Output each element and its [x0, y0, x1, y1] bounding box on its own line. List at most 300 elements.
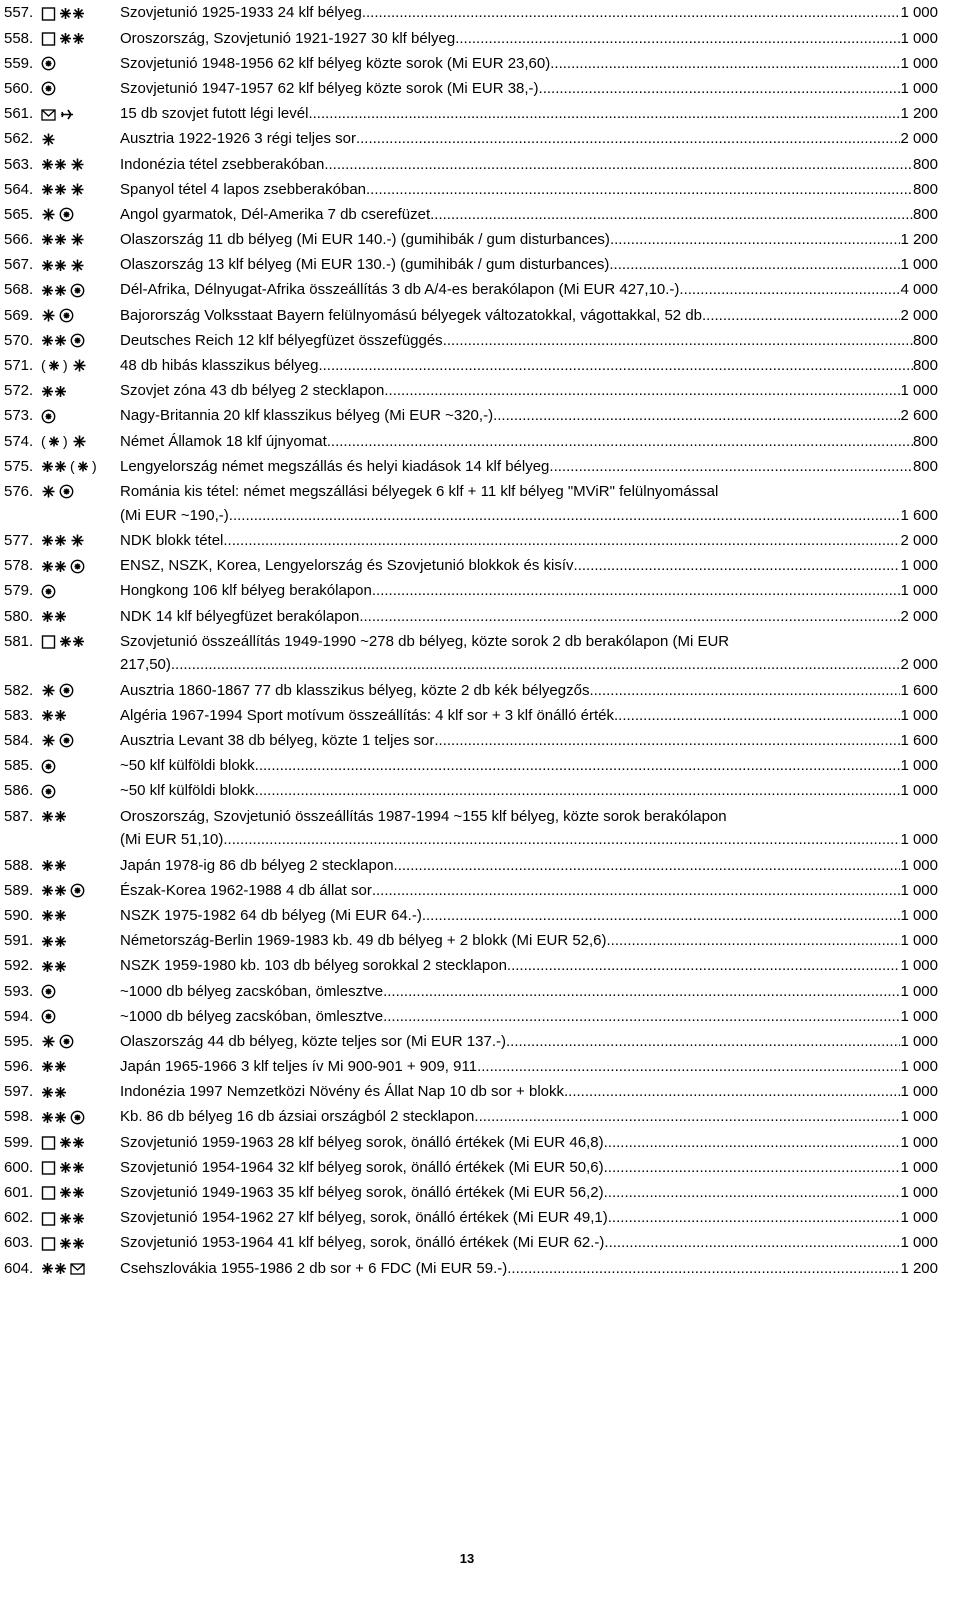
double-star-icon: [59, 1135, 85, 1150]
lot-description: [120, 1181, 938, 1205]
lot-price: 1 000: [900, 957, 938, 975]
lot-text: ~50 klf külföldi blokk: [120, 757, 255, 775]
lot-description: [120, 605, 938, 629]
lot-text: Németország-Berlin 1969-1983 kb. 49 db bélyeg + 2 blokk (Mi EUR 52,6): [120, 932, 607, 950]
lot-symbols: [41, 203, 74, 227]
lot-price: 800: [912, 205, 938, 223]
lot-description: [120, 929, 938, 953]
lot-text: Szovjetunió 1959-1963 28 klf bélyeg sorok, önálló értékek (Mi EUR 46,8): [120, 1133, 604, 1151]
square-icon: [41, 1236, 56, 1251]
circle-dot-icon: [41, 1009, 56, 1024]
lot-symbols: [41, 480, 74, 504]
double-star-icon: [41, 934, 67, 949]
dot-leader: [550, 52, 900, 76]
lot-row: [4, 928, 938, 953]
lot-description: [120, 178, 938, 202]
lot-text: NDK 14 klf bélyegfüzet berakólapon: [120, 607, 360, 625]
dot-leader: [539, 77, 901, 101]
envelope-icon: [41, 107, 56, 122]
double-star-icon: [41, 609, 67, 624]
circle-dot-icon: [70, 1110, 85, 1125]
lot-price: 1 000: [900, 1007, 938, 1025]
star-icon: [41, 132, 56, 147]
lot-description: [120, 1156, 938, 1180]
lot-symbols: [41, 879, 85, 903]
lot-description: [120, 1055, 938, 1079]
circle-dot-icon: [41, 984, 56, 999]
lot-text: Észak-Korea 1962-1988 4 db állat sor: [120, 881, 372, 899]
lot-description: [120, 704, 938, 728]
lot-description: [120, 879, 938, 903]
lot-number: 565.: [4, 205, 34, 223]
lot-text: Oroszország, Szovjetunió összeállítás 1987-1994 ~155 klf bélyeg, közte sorok berakólapon: [120, 807, 727, 825]
lot-price: 2 000: [900, 306, 938, 324]
lot-text: Olaszország 11 db bélyeg (Mi EUR 140.-) (gumihibák / gum disturbances): [120, 231, 610, 249]
svg-text:): ): [63, 358, 68, 374]
lot-number: 577.: [4, 531, 34, 549]
dot-leader: [474, 1105, 900, 1129]
lot-symbols: [41, 854, 67, 878]
lot-description: [120, 579, 938, 603]
lot-symbols: [41, 278, 85, 302]
lot-symbols: [41, 704, 67, 728]
lot-price: 1 000: [900, 1108, 938, 1126]
lot-symbols: [41, 605, 67, 629]
lot-description: [120, 228, 938, 252]
lot-number: 594.: [4, 1007, 34, 1025]
lot-description: [120, 1005, 938, 1029]
lot-text: Olaszország 13 klf bélyeg (Mi EUR 130.-) (gumihibák / gum disturbances): [120, 256, 610, 274]
lot-row: [4, 603, 938, 628]
dot-leader: [255, 754, 901, 778]
square-icon: [41, 1211, 56, 1226]
lot-price: 1 200: [900, 1259, 938, 1277]
envelope-icon: [70, 1261, 85, 1276]
lot-text: Ausztria 1922-1926 3 régi teljes sor: [120, 130, 356, 148]
circle-dot-icon: [59, 683, 74, 698]
lot-row: [4, 353, 938, 378]
lot-list: [4, 0, 938, 1280]
lot-text: Japán 1978-ig 86 db bélyeg 2 stecklapon: [120, 856, 394, 874]
lot-text: Hongkong 106 klf bélyeg berakólapon: [120, 582, 372, 600]
lot-number: 585.: [4, 757, 34, 775]
lot-price: 1 000: [900, 79, 938, 97]
double-star-icon: [41, 1085, 67, 1100]
lot-row: [4, 753, 938, 778]
dot-leader: [679, 278, 900, 302]
lot-text: Szovjetunió 1949-1963 35 klf bélyeg sorok, önálló értékek (Mi EUR 56,2): [120, 1184, 604, 1202]
lot-text: Szovjetunió 1947-1957 62 klf bélyeg közte sorok (Mi EUR 38,-): [120, 79, 539, 97]
lot-row: [4, 1129, 938, 1154]
lot-description: [120, 1231, 938, 1255]
star-icon: [41, 484, 56, 499]
lot-text: Ausztria 1860-1867 77 db klasszikus bélyeg, közte 2 db kék bélyegzős: [120, 681, 590, 699]
lot-price: 1 000: [900, 1158, 938, 1176]
circle-dot-icon: [41, 584, 56, 599]
lot-description: [120, 904, 938, 928]
dot-leader: [255, 779, 901, 803]
parenthesized-star-icon: [41, 434, 69, 449]
lot-description: [120, 127, 938, 151]
double-star-icon: [59, 31, 85, 46]
lot-symbols: [41, 1181, 85, 1205]
lot-number: 564.: [4, 180, 34, 198]
lot-number: 589.: [4, 881, 34, 899]
lot-description: [120, 278, 938, 302]
lot-text: Ausztria Levant 38 db bélyeg, közte 1 teljes sor: [120, 732, 435, 750]
lot-symbols: [41, 404, 56, 428]
dot-leader: [318, 354, 913, 378]
lot-symbols: [41, 304, 74, 328]
lot-text: Indonézia tétel zsebberakóban: [120, 155, 325, 173]
lot-number: 576.: [4, 482, 34, 500]
lot-symbols: [41, 27, 85, 51]
lot-number: 601.: [4, 1184, 34, 1202]
dot-leader: [356, 127, 900, 151]
lot-description: [120, 854, 938, 878]
dot-leader: [589, 679, 900, 703]
lot-price: 1 000: [900, 831, 938, 849]
lot-number: 572.: [4, 382, 34, 400]
dot-leader: [564, 1080, 900, 1104]
dot-leader: [506, 1030, 900, 1054]
circle-dot-icon: [41, 759, 56, 774]
circle-dot-icon: [70, 283, 85, 298]
lot-description: [120, 455, 938, 479]
lot-row: [4, 528, 938, 553]
lot-row: [4, 1079, 938, 1104]
lot-description: [120, 529, 938, 553]
double-star-icon: [41, 384, 67, 399]
lot-symbols: [41, 127, 56, 151]
lot-description: [120, 354, 938, 378]
lot-row: [4, 403, 938, 428]
dot-leader: [604, 1131, 901, 1155]
lot-symbols: [41, 1, 85, 25]
lot-number: 600.: [4, 1158, 34, 1176]
lot-number: 583.: [4, 706, 34, 724]
lot-row: [4, 1230, 938, 1255]
star-icon: [70, 258, 85, 273]
dot-leader: [366, 178, 913, 202]
square-icon: [41, 1185, 56, 1200]
dot-leader: [384, 379, 900, 403]
lot-price: 1 000: [900, 782, 938, 800]
lot-symbols: [41, 329, 85, 353]
lot-number: 574.: [4, 432, 34, 450]
lot-price: 1 000: [900, 29, 938, 47]
double-star-icon: [41, 232, 67, 247]
double-star-icon: [41, 283, 67, 298]
lot-description: [120, 329, 938, 353]
star-icon: [41, 683, 56, 698]
lot-symbols: [41, 153, 85, 177]
lot-number: 569.: [4, 306, 34, 324]
star-icon: [70, 232, 85, 247]
lot-row: [4, 126, 938, 151]
lot-number: 590.: [4, 906, 34, 924]
lot-description: [120, 1257, 938, 1281]
lot-text: ~1000 db bélyeg zacskóban, ömlesztve: [120, 1007, 384, 1025]
page-number: 13: [459, 1551, 475, 1566]
lot-symbols: [41, 1005, 56, 1029]
lot-price: 1 000: [900, 982, 938, 1000]
lot-description: [120, 480, 938, 528]
lot-row: [4, 877, 938, 902]
lot-number: 602.: [4, 1209, 34, 1227]
lot-number: 584.: [4, 732, 34, 750]
lot-description: [120, 729, 938, 753]
lot-symbols: [41, 579, 56, 603]
lot-text: Japán 1965-1966 3 klf teljes ív Mi 900-901 + 909, 911: [120, 1058, 478, 1076]
lot-symbols: [41, 228, 85, 252]
double-star-icon: [59, 6, 85, 21]
lot-symbols: [41, 729, 74, 753]
double-star-icon: [41, 533, 67, 548]
lot-price: 1 000: [900, 1058, 938, 1076]
double-star-icon: [59, 1160, 85, 1175]
lot-row: [4, 1255, 938, 1280]
lot-price: 1 000: [900, 1032, 938, 1050]
double-star-icon: [41, 559, 67, 574]
lot-text: Szovjetunió 1954-1962 27 klf bélyeg, sorok, önálló értékek (Mi EUR 49,1): [120, 1209, 608, 1227]
parenthesized-star-icon: [70, 459, 98, 474]
lot-symbols: [41, 679, 74, 703]
lot-row: [4, 903, 938, 928]
lot-number: 595.: [4, 1032, 34, 1050]
square-icon: [41, 634, 56, 649]
double-star-icon: [41, 1110, 67, 1125]
dot-leader: [422, 904, 901, 928]
lot-number: 599.: [4, 1133, 34, 1151]
dot-leader: [549, 455, 913, 479]
svg-text:(: (: [41, 358, 46, 374]
lot-symbols: [41, 1030, 74, 1054]
lot-description: [120, 1030, 938, 1054]
lot-row: [4, 453, 938, 478]
lot-row: [4, 101, 938, 126]
lot-symbols: [41, 1156, 85, 1180]
lot-description: [120, 379, 938, 403]
lot-text: 15 db szovjet futott légi levél: [120, 105, 309, 123]
lot-row: [4, 252, 938, 277]
lot-price: 800: [912, 155, 938, 173]
double-star-icon: [41, 157, 67, 172]
lot-number: 578.: [4, 557, 34, 575]
lot-description: [120, 754, 938, 778]
lot-text: Német Államok 18 klf újnyomat: [120, 432, 327, 450]
lot-symbols: [41, 102, 74, 126]
double-star-icon: [41, 708, 67, 723]
dot-leader: [477, 1055, 900, 1079]
lot-number: 563.: [4, 155, 34, 173]
lot-text: Szovjetunió 1954-1964 32 klf bélyeg sorok, önálló értékek (Mi EUR 50,6): [120, 1158, 604, 1176]
lot-text: Nagy-Britannia 20 klf klasszikus bélyeg (Mi EUR ~320,-): [120, 407, 494, 425]
lot-row: [4, 852, 938, 877]
lot-description: [120, 404, 938, 428]
lot-text: Szovjet zóna 43 db bélyeg 2 stecklapon: [120, 382, 385, 400]
lot-price: 2 600: [900, 407, 938, 425]
lot-text: Spanyol tétel 4 lapos zsebberakóban: [120, 180, 367, 198]
lot-description: [120, 1080, 938, 1104]
lot-text: Szovjetunió összeállítás 1949-1990 ~278 db bélyeg, közte sorok 2 db berakólapon (Mi EUR: [120, 632, 730, 650]
dot-leader: [327, 430, 913, 454]
lot-number: 588.: [4, 856, 34, 874]
dot-leader: [574, 554, 901, 578]
svg-text:): ): [63, 433, 68, 449]
lot-description: [120, 779, 938, 803]
circle-dot-icon: [70, 883, 85, 898]
lot-price: 2 000: [900, 656, 938, 674]
circle-dot-icon: [70, 559, 85, 574]
parenthesized-star-icon: [41, 358, 69, 373]
lot-text: Dél-Afrika, Délnyugat-Afrika összeállítás 3 db A/4-es berakólapon (Mi EUR 427,10.-): [120, 281, 680, 299]
lot-text-continued: 217,50): [120, 656, 171, 674]
lot-row: [4, 1104, 938, 1129]
lot-text: Szovjetunió 1948-1956 62 klf bélyeg közte sorok (Mi EUR 23,60): [120, 54, 551, 72]
lot-description: [120, 1131, 938, 1155]
lot-price: 1 000: [900, 4, 938, 22]
double-star-icon: [59, 1185, 85, 1200]
circle-dot-icon: [70, 333, 85, 348]
lot-text-continued: (Mi EUR 51,10): [120, 831, 224, 849]
star-icon: [41, 308, 56, 323]
lot-row: [4, 277, 938, 302]
lot-number: 591.: [4, 932, 34, 950]
square-icon: [41, 1135, 56, 1150]
airplane-icon: [59, 107, 74, 122]
lot-symbols: [41, 1231, 85, 1255]
dot-leader: [507, 1257, 900, 1281]
lot-row: [4, 702, 938, 727]
lot-number: 580.: [4, 607, 34, 625]
lot-text: Deutsches Reich 12 klf bélyegfüzet összefüggés: [120, 331, 443, 349]
lot-price: 1 000: [900, 906, 938, 924]
dot-leader: [308, 102, 900, 126]
lot-symbols: [41, 779, 56, 803]
dot-leader: [604, 1156, 901, 1180]
lot-row: [4, 578, 938, 603]
lot-price: 1 600: [900, 681, 938, 699]
lot-description: [120, 1, 938, 25]
lot-price: 2 000: [900, 607, 938, 625]
lot-symbols: [41, 805, 67, 829]
circle-dot-icon: [41, 784, 56, 799]
lot-symbols: [41, 954, 67, 978]
svg-text:(: (: [70, 459, 75, 475]
lot-description: [120, 304, 938, 328]
dot-leader: [223, 828, 900, 852]
lot-price: 1 600: [900, 506, 938, 524]
lot-text-continued: (Mi EUR ~190,-): [120, 506, 229, 524]
svg-text:): ): [92, 459, 97, 475]
dot-leader: [362, 1, 901, 25]
lot-description: [120, 554, 938, 578]
lot-symbols: [41, 554, 85, 578]
lot-price: 2 000: [900, 130, 938, 148]
lot-number: 579.: [4, 582, 34, 600]
lot-number: 598.: [4, 1108, 34, 1126]
lot-text: Algéria 1967-1994 Sport motívum összeállítás: 4 klf sor + 3 klf önálló érték: [120, 706, 614, 724]
square-icon: [41, 1160, 56, 1175]
lot-row: [4, 76, 938, 101]
lot-number: 561.: [4, 105, 34, 123]
dot-leader: [383, 980, 900, 1004]
lot-symbols: [41, 178, 85, 202]
lot-price: 800: [912, 432, 938, 450]
dot-leader: [604, 1181, 901, 1205]
square-icon: [41, 6, 56, 21]
lot-number: 597.: [4, 1083, 34, 1101]
lot-price: 4 000: [900, 281, 938, 299]
lot-description: [120, 27, 938, 51]
lot-row: [4, 677, 938, 702]
lot-price: 1 000: [900, 557, 938, 575]
dot-leader: [223, 529, 900, 553]
dot-leader: [610, 228, 901, 252]
lot-text: Kb. 86 db bélyeg 16 db ázsiai országból 2 stecklapon: [120, 1108, 475, 1126]
lot-row: [4, 1180, 938, 1205]
star-icon: [41, 733, 56, 748]
lot-row: [4, 479, 938, 528]
star-icon: [70, 182, 85, 197]
lot-price: 1 000: [900, 1184, 938, 1202]
lot-price: 1 000: [900, 582, 938, 600]
lot-price: 1 200: [900, 231, 938, 249]
lot-row: [4, 728, 938, 753]
lot-description: [120, 1206, 938, 1230]
dot-leader: [493, 404, 900, 428]
dot-leader: [455, 27, 900, 51]
dot-leader: [372, 879, 901, 903]
lot-row: [4, 327, 938, 352]
lot-number: 604.: [4, 1259, 34, 1277]
star-icon: [70, 157, 85, 172]
lot-row: [4, 151, 938, 176]
circle-dot-icon: [59, 733, 74, 748]
lot-description: [120, 630, 938, 678]
lot-text: NSZK 1959-1980 kb. 103 db bélyeg sorokkal 2 stecklapon: [120, 957, 507, 975]
double-star-icon: [41, 883, 67, 898]
lot-number: 570.: [4, 331, 34, 349]
lot-symbols: [41, 77, 56, 101]
lot-description: [120, 430, 938, 454]
lot-symbols: [41, 379, 67, 403]
lot-symbols: [41, 430, 87, 454]
double-star-icon: [41, 908, 67, 923]
lot-description: [120, 805, 938, 853]
circle-dot-icon: [41, 409, 56, 424]
lot-description: [120, 52, 938, 76]
lot-price: 1 000: [900, 757, 938, 775]
circle-dot-icon: [59, 308, 74, 323]
star-icon: [72, 434, 87, 449]
lot-number: 557.: [4, 4, 34, 22]
lot-row: [4, 176, 938, 201]
lot-symbols: [41, 455, 98, 479]
lot-price: 800: [912, 357, 938, 375]
lot-number: 596.: [4, 1058, 34, 1076]
double-star-icon: [41, 258, 67, 273]
lot-price: 1 000: [900, 932, 938, 950]
dot-leader: [383, 1005, 900, 1029]
lot-price: 2 000: [900, 531, 938, 549]
lot-price: 1 000: [900, 256, 938, 274]
lot-symbols: [41, 754, 56, 778]
lot-description: [120, 253, 938, 277]
lot-price: 800: [912, 457, 938, 475]
double-star-icon: [59, 1236, 85, 1251]
